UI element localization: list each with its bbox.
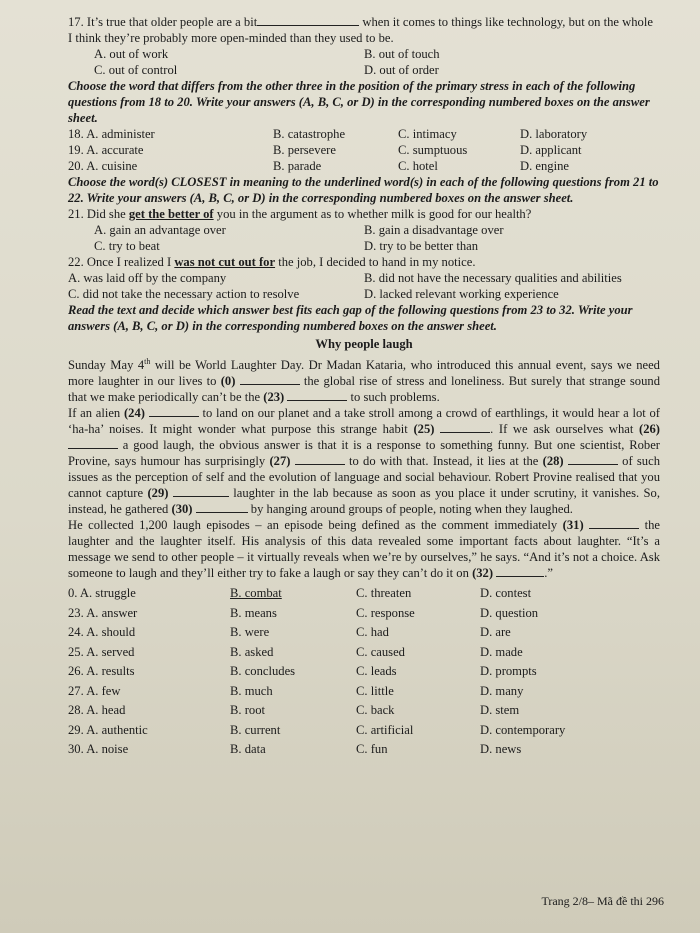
gap-23: (23) <box>263 390 285 405</box>
q29-option-b: B. current <box>230 722 281 737</box>
answer-options-table <box>68 585 660 761</box>
q29-option-d: D. contemporary <box>480 722 566 737</box>
passage-text: to land on our planet and a take stroll among a crowd of earthlings, it would hear a lot of ‘ha-ha’ noises. It might wonder what purpose this strange habit <box>68 406 660 437</box>
q27-option-b: B. much <box>230 683 273 698</box>
gap-0: (0) <box>220 374 236 389</box>
q29-option-a: 29. A. authentic <box>68 722 148 737</box>
q21-option-a: A. gain an advantage over <box>94 223 226 237</box>
stress-q18 <box>68 126 660 142</box>
question-21 <box>68 206 660 222</box>
q19-a: 19. A. accurate <box>68 143 144 157</box>
q25-option-b: B. asked <box>230 644 274 659</box>
q22-option-d: D. lacked relevant working experience <box>364 287 559 301</box>
question-17 <box>68 14 660 46</box>
stress-q19 <box>68 142 660 158</box>
q19-d: D. applicant <box>520 143 582 157</box>
passage-text: of such issues as the perception of self and the evolution of language and social behaviour. Robert Provine realised that you cannot capture <box>68 454 660 501</box>
gap-32: (32) <box>472 566 494 581</box>
q20-b: B. parade <box>273 159 322 173</box>
passage-paragraph-2 <box>68 405 660 517</box>
gap-blank <box>149 406 199 417</box>
q17-option-b: B. out of touch <box>364 47 440 61</box>
question-22 <box>68 254 660 270</box>
gap-26: (26) <box>639 422 660 437</box>
passage-text: laughter in the lab because as soon as you place it under scrutiny, it vanishes. So, instead, he gathered <box>68 486 661 517</box>
q0-option-a: 0. A. struggle <box>68 586 136 601</box>
passage-text: to such problems. <box>347 390 440 405</box>
q27-option-a: 27. A. few <box>68 683 121 698</box>
options-q25 <box>68 644 660 664</box>
gap-29: (29) <box>147 486 169 501</box>
options-q29 <box>68 722 660 742</box>
gap-blank <box>173 486 229 497</box>
q18-c: C. intimacy <box>398 127 457 141</box>
options-q23 <box>68 605 660 625</box>
q30-option-a: 30. A. noise <box>68 742 129 757</box>
instruction-stress: Choose the word that differs from the other three in the position of the primary stress in each of the following questions from 18 to 20. Write your answers (A, B, C, or D) in the corresponding numbered boxes on the answer sheet. <box>68 79 650 125</box>
instruction-text: Read the text and decide which answer best fits each gap of the following questions from 23 to 32. Write your answers (A, B, C, or D) in the corresponding numbered boxes on the answer sheet. <box>68 303 633 333</box>
q28-option-c: C. back <box>356 703 395 718</box>
q29-option-c: C. artificial <box>356 722 414 737</box>
gap-blank <box>68 438 118 449</box>
q0-option-b-example: B. combat <box>230 586 282 601</box>
gap-28: (28) <box>542 454 564 469</box>
options-q24 <box>68 624 660 644</box>
q28-option-a: 28. A. head <box>68 703 126 718</box>
passage-text: . If we ask ourselves what <box>490 422 640 437</box>
q26-option-c: C. leads <box>356 664 397 679</box>
passage-text: .” <box>544 566 553 581</box>
page-footer: Trang 2/8– Mã đề thi 296 <box>541 894 664 908</box>
passage-paragraph-3 <box>68 517 660 581</box>
passage-text: the global rise of stress and loneliness. But surely that strange sound that we make periodically can’t be the <box>68 374 660 405</box>
q21-before: 21. Did she <box>68 207 126 221</box>
q28-option-d: D. stem <box>480 703 520 718</box>
q26-option-d: D. prompts <box>480 664 537 679</box>
q17-option-d: D. out of order <box>364 63 439 77</box>
q26-option-a: 26. A. results <box>68 664 135 679</box>
passage-text: to do with that. Instead, it lies at the <box>344 454 543 469</box>
q24-option-a: 24. A. should <box>68 625 136 640</box>
q22-options-row2 <box>68 286 660 302</box>
passage-title: Why people laugh <box>315 337 413 351</box>
q21-option-d: D. try to be better than <box>364 239 479 253</box>
q18-b: B. catastrophe <box>273 127 346 141</box>
q17-option-a: A. out of work <box>94 47 169 61</box>
q0-option-c: C. threaten <box>356 586 412 601</box>
q17-option-c: C. out of control <box>94 63 178 77</box>
q21-underlined: get the better of <box>128 207 214 221</box>
passage-text: will be World Laughter Day. Dr Madan Kataria, who introduced this annual event, says we need more laughter in our lives to <box>68 358 660 389</box>
q30-option-c: C. fun <box>356 742 388 757</box>
q22-option-a: A. was laid off by the company <box>68 271 227 285</box>
q28-option-b: B. root <box>230 703 265 718</box>
q22-option-b: B. did not have the necessary qualities and abilities <box>364 271 622 285</box>
gap-30: (30) <box>171 502 193 517</box>
options-q26 <box>68 663 660 683</box>
q27-option-d: D. many <box>480 683 524 698</box>
gap-25: (25) <box>413 422 435 437</box>
q17-options-row2 <box>68 62 660 78</box>
q17-blank <box>257 15 359 26</box>
gap-blank <box>440 422 490 433</box>
instruction-closest: Choose the word(s) CLOSEST in meaning to the underlined word(s) in each of the following questions from 21 to 22. Write your answers (A, B, C, or D) in the corresponding numbered boxes on the answer sheet. <box>68 175 659 205</box>
q20-a: 20. A. cuisine <box>68 159 138 173</box>
passage-text: Sunday May 4 <box>68 358 145 373</box>
gap-27: (27) <box>269 454 291 469</box>
gap-blank <box>240 374 300 385</box>
options-q0 <box>68 585 660 605</box>
q17-text-a: 17. It’s true that older people are a bit <box>68 15 258 29</box>
q24-option-c: C. had <box>356 625 389 640</box>
passage-sup: th <box>144 357 151 366</box>
q24-option-d: D. are <box>480 625 511 640</box>
q21-options-row1 <box>68 222 660 238</box>
gap-blank <box>568 454 618 465</box>
q25-option-a: 25. A. served <box>68 644 135 659</box>
gap-31: (31) <box>562 518 584 533</box>
q23-option-c: C. response <box>356 605 415 620</box>
q21-option-c: C. try to beat <box>94 239 160 253</box>
q22-option-c: C. did not take the necessary action to resolve <box>68 287 300 301</box>
q17-options-row1 <box>68 46 660 62</box>
passage-text: If an alien <box>68 406 124 421</box>
q21-option-b: B. gain a disadvantage over <box>364 223 504 237</box>
q25-option-c: C. caused <box>356 644 405 659</box>
q0-option-d: D. contest <box>480 586 532 601</box>
passage-text: He collected 1,200 laugh episodes – an episode being defined as the comment immediately <box>68 518 563 533</box>
passage-text: the laughter and the laughter itself. His analysis of this data revealed some important facts about laughter. “It’s a message we send to other people – it virtually reveals when we’re by ourselves,” he says. “And it’s not a choice. Ask someone to laugh and they’ll either try to fake a laugh or say they can’t do it on <box>68 518 660 581</box>
q18-a: 18. A. administer <box>68 127 155 141</box>
gap-blank <box>295 454 345 465</box>
q21-after: you in the argument as to whether milk is good for our health? <box>216 207 532 221</box>
stress-q20 <box>68 158 660 174</box>
options-q30 <box>68 741 660 761</box>
q24-option-b: B. were <box>230 625 270 640</box>
q19-c: C. sumptuous <box>398 143 468 157</box>
q22-underlined: was not cut out for <box>174 255 276 269</box>
q27-option-c: C. little <box>356 683 394 698</box>
q22-before: 22. Once I realized I <box>68 255 172 269</box>
q20-d: D. engine <box>520 159 569 173</box>
q22-after: the job, I decided to hand in my notice. <box>278 255 476 269</box>
q30-option-d: D. news <box>480 742 522 757</box>
gap-blank <box>287 390 347 401</box>
gap-blank <box>196 502 248 513</box>
q25-option-d: D. made <box>480 644 523 659</box>
passage-text: by hanging around groups of people, noting when they laughed. <box>247 502 573 517</box>
passage-paragraph-1 <box>68 354 660 405</box>
q23-option-d: D. question <box>480 605 539 620</box>
q21-options-row2 <box>68 238 660 254</box>
q20-c: C. hotel <box>398 159 438 173</box>
q23-option-b: B. means <box>230 605 277 620</box>
options-q28 <box>68 702 660 722</box>
gap-blank <box>589 518 639 529</box>
q17-text-c: the whole I think they’re probably more open-minded than they used to be. <box>68 15 653 45</box>
gap-24: (24) <box>123 406 145 421</box>
q19-b: B. persevere <box>273 143 336 157</box>
gap-blank <box>496 566 544 577</box>
options-q27 <box>68 683 660 703</box>
q17-text-b: when it comes to things like technology, but on <box>362 15 601 29</box>
passage-text: a good laugh, the obvious answer is that it is a response to something funny. But one scientist, Rober Provine, says humour has surprisingly <box>68 438 660 469</box>
q22-options-row1 <box>68 270 660 286</box>
q18-d: D. laboratory <box>520 127 588 141</box>
q23-option-a: 23. A. answer <box>68 605 138 620</box>
q26-option-b: B. concludes <box>230 664 296 679</box>
q30-option-b: B. data <box>230 742 266 757</box>
